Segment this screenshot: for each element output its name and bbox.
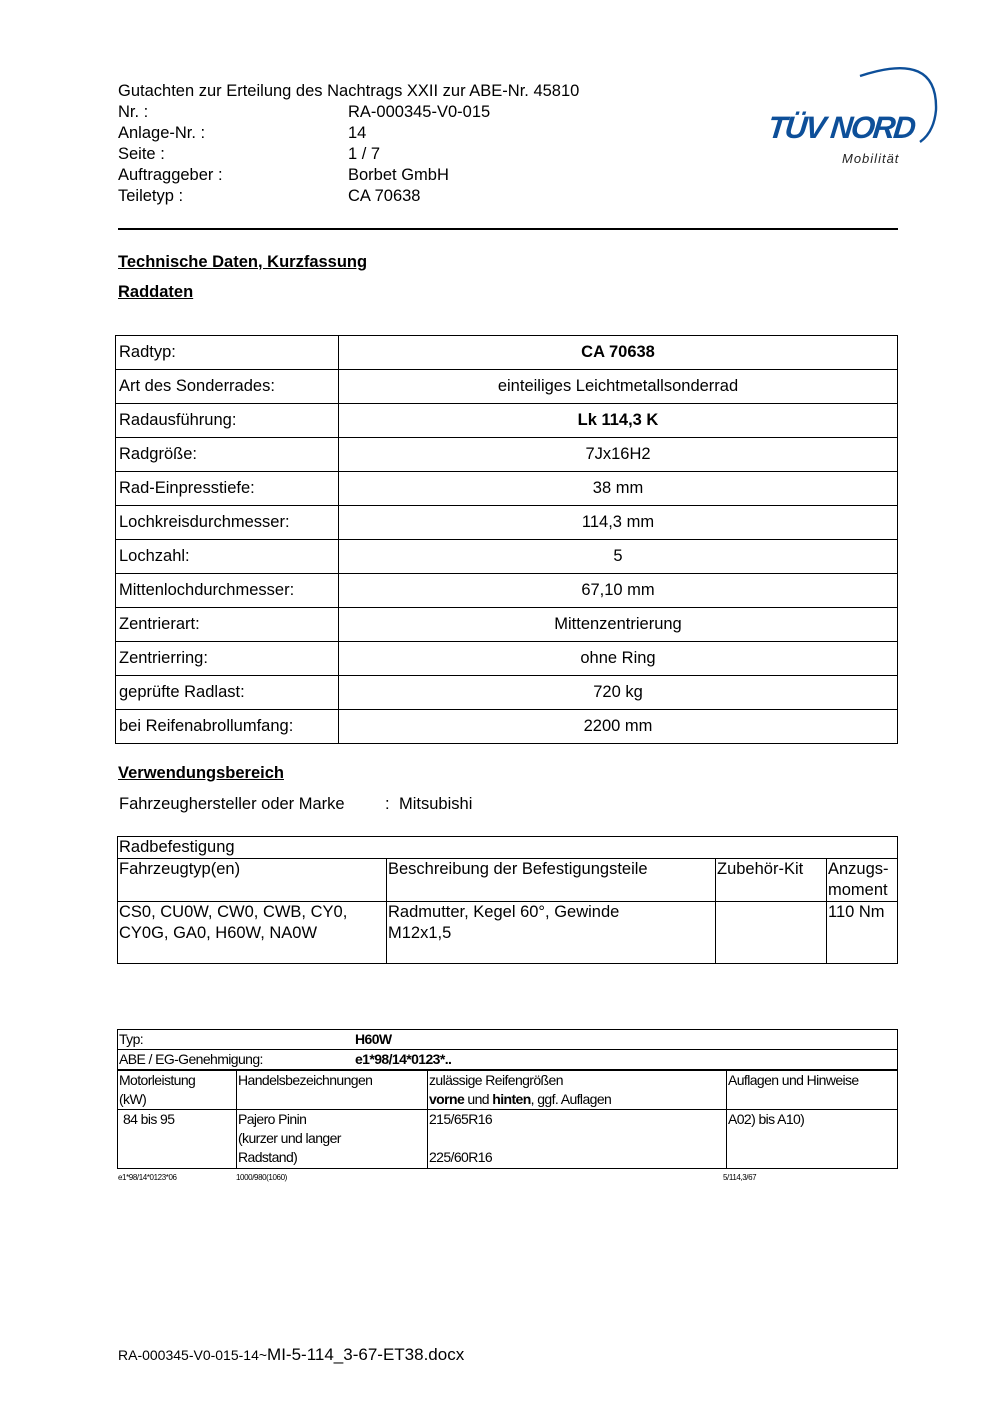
typ-row — [118, 1030, 898, 1050]
header-label-auftraggeber: Auftraggeber : — [118, 166, 223, 184]
row-value: 114,3 mm — [339, 506, 898, 540]
table-row — [116, 608, 898, 642]
table-header-row — [118, 1070, 898, 1110]
header-value-anlage: 14 — [348, 124, 367, 142]
typ-label: Typ: — [119, 1031, 144, 1047]
row-label: Zentrierart: — [116, 608, 339, 642]
reifen-header-vorne: vorne — [429, 1091, 465, 1107]
table-row — [116, 472, 898, 506]
verwendung-title: Verwendungsbereich — [118, 764, 284, 782]
raddaten-table — [115, 335, 898, 744]
table-row — [118, 1030, 898, 1050]
document-title: Gutachten zur Erteilung des Nachtrags XXII zur ABE-Nr. 45810 — [118, 82, 580, 100]
row-label: Radausführung: — [116, 404, 339, 438]
row-label: Lochkreisdurchmesser: — [116, 506, 339, 540]
reifen-header-line1: zulässige Reifengrößen — [429, 1072, 563, 1088]
logo-brand: TÜV NORD — [766, 110, 916, 145]
row-value: 38 mm — [339, 472, 898, 506]
note-umfang: 1000/980(1060) — [236, 1173, 287, 1182]
header-motorleistung — [118, 1070, 237, 1110]
table-row — [116, 438, 898, 472]
cell-anzugsmoment: 110 Nm — [827, 902, 898, 964]
table-row — [118, 837, 898, 859]
row-label: Lochzahl: — [116, 540, 339, 574]
raddaten-title: Raddaten — [118, 283, 194, 301]
cell-motor: 84 bis 95 — [118, 1110, 237, 1169]
handel-line3: Radstand) — [238, 1149, 298, 1165]
header-anzugs-line2: moment — [828, 881, 888, 899]
header-label-seite: Seite : — [118, 145, 165, 163]
row-label: Art des Sonderrades: — [116, 370, 339, 404]
table-row — [116, 642, 898, 676]
befestigung-title: Radbefestigung — [118, 837, 898, 859]
handel-line2: (kurzer und langer — [238, 1130, 341, 1146]
table-row — [118, 1110, 898, 1169]
reifen-header-hinten: hinten — [492, 1091, 531, 1107]
header-label-anlage: Anlage-Nr. : — [118, 124, 206, 142]
row-label: geprüfte Radlast: — [116, 676, 339, 710]
table-row — [116, 336, 898, 370]
note-abe: e1*98/14*0123*06 — [118, 1173, 177, 1182]
header-value-nr: RA-000345-V0-015 — [348, 103, 491, 121]
cell-beschreibung — [387, 902, 716, 964]
footer-prefix: RA-000345-V0-015-14~ — [118, 1347, 268, 1363]
row-label: Zentrierring: — [116, 642, 339, 676]
row-value: einteiliges Leichtmetallsonderrad — [339, 370, 898, 404]
row-value: CA 70638 — [339, 336, 898, 370]
hersteller-label: Fahrzeughersteller oder Marke — [119, 795, 345, 813]
cell-handel — [237, 1110, 428, 1169]
tuv-nord-logo — [760, 58, 950, 170]
reifen-2: 225/60R16 — [429, 1149, 493, 1165]
reifen-header-line2 — [429, 1090, 725, 1109]
row-label: bei Reifenabrollumfang: — [116, 710, 339, 744]
logo-subtitle: Mobilität — [842, 151, 900, 166]
row-label: Rad-Einpresstiefe: — [116, 472, 339, 506]
row-value: Lk 114,3 K — [339, 404, 898, 438]
table-row — [116, 506, 898, 540]
header-value-teiletyp: CA 70638 — [348, 187, 421, 205]
table-row — [116, 574, 898, 608]
hersteller-value: Mitsubishi — [399, 795, 473, 813]
cell-fahrzeugtypen — [118, 902, 387, 964]
table-row — [116, 540, 898, 574]
motor-header-line1: Motorleistung — [119, 1072, 196, 1088]
motor-header-line2: (kW) — [119, 1091, 147, 1107]
table-row — [116, 404, 898, 438]
row-label: Radtyp: — [116, 336, 339, 370]
row-value: 2200 mm — [339, 710, 898, 744]
section-title: Technische Daten, Kurzfassung — [118, 253, 368, 271]
row-value: ohne Ring — [339, 642, 898, 676]
header-anzugsmoment — [827, 859, 898, 902]
row-label: Mittenlochdurchmesser: — [116, 574, 339, 608]
row-value: 7Jx16H2 — [339, 438, 898, 472]
table-row — [116, 370, 898, 404]
footer-file: MI-5-114_3-67-ET38.docx — [267, 1345, 465, 1364]
cell-auflagen: A02) bis A10) — [727, 1110, 898, 1169]
typ-value: H60W — [355, 1031, 392, 1047]
table-row — [116, 710, 898, 744]
table-row — [118, 902, 898, 964]
header-label-teiletyp: Teiletyp : — [118, 187, 184, 205]
header-reifengroessen — [428, 1070, 727, 1110]
abe-value: e1*98/14*0123*.. — [355, 1051, 452, 1067]
cell-zubehoer — [716, 902, 827, 964]
header-fahrzeugtyp: Fahrzeugtyp(en) — [118, 859, 387, 902]
reifen-header-auflagen: , ggf. Auflagen — [530, 1091, 612, 1107]
reifen-1: 215/65R16 — [429, 1111, 493, 1127]
header-divider — [118, 228, 898, 230]
abe-row — [118, 1050, 898, 1071]
footer-filename — [118, 1345, 464, 1365]
row-value: 67,10 mm — [339, 574, 898, 608]
header-beschreibung: Beschreibung der Befestigungsteile — [387, 859, 716, 902]
note-lochkreis: 5/114,3/67 — [723, 1173, 757, 1182]
header-handelsbezeichnungen: Handelsbezeichnungen — [237, 1070, 428, 1110]
table-row — [116, 676, 898, 710]
row-value: 720 kg — [339, 676, 898, 710]
header-auflagen: Auflagen und Hinweise — [727, 1070, 898, 1110]
row-value: 5 — [339, 540, 898, 574]
cell-reifen — [428, 1110, 727, 1169]
fahrzeugtypen-line1: CS0, CU0W, CW0, CWB, CY0, — [119, 903, 348, 921]
header-value-auftraggeber: Borbet GmbH — [348, 166, 449, 184]
row-value: Mittenzentrierung — [339, 608, 898, 642]
handel-line1: Pajero Pinin — [238, 1111, 307, 1127]
abe-label: ABE / EG-Genehmigung: — [119, 1051, 263, 1067]
fahrzeugtypen-line2: CY0G, GA0, H60W, NA0W — [119, 924, 318, 942]
header-anzugs-line1: Anzugs- — [828, 860, 889, 878]
table-row — [118, 1050, 898, 1071]
header-label-nr: Nr. : — [118, 103, 149, 121]
header-zubehoer: Zubehör-Kit — [716, 859, 827, 902]
row-label: Radgröße: — [116, 438, 339, 472]
table-header-row — [118, 859, 898, 902]
beschreibung-line1: Radmutter, Kegel 60°, Gewinde — [388, 903, 620, 921]
typ-table — [117, 1029, 898, 1169]
beschreibung-line2: M12x1,5 — [388, 924, 452, 942]
hersteller-separator: : — [385, 795, 390, 813]
header-value-seite: 1 / 7 — [348, 145, 381, 163]
befestigung-table — [117, 836, 898, 964]
reifen-header-und: und — [464, 1091, 493, 1107]
